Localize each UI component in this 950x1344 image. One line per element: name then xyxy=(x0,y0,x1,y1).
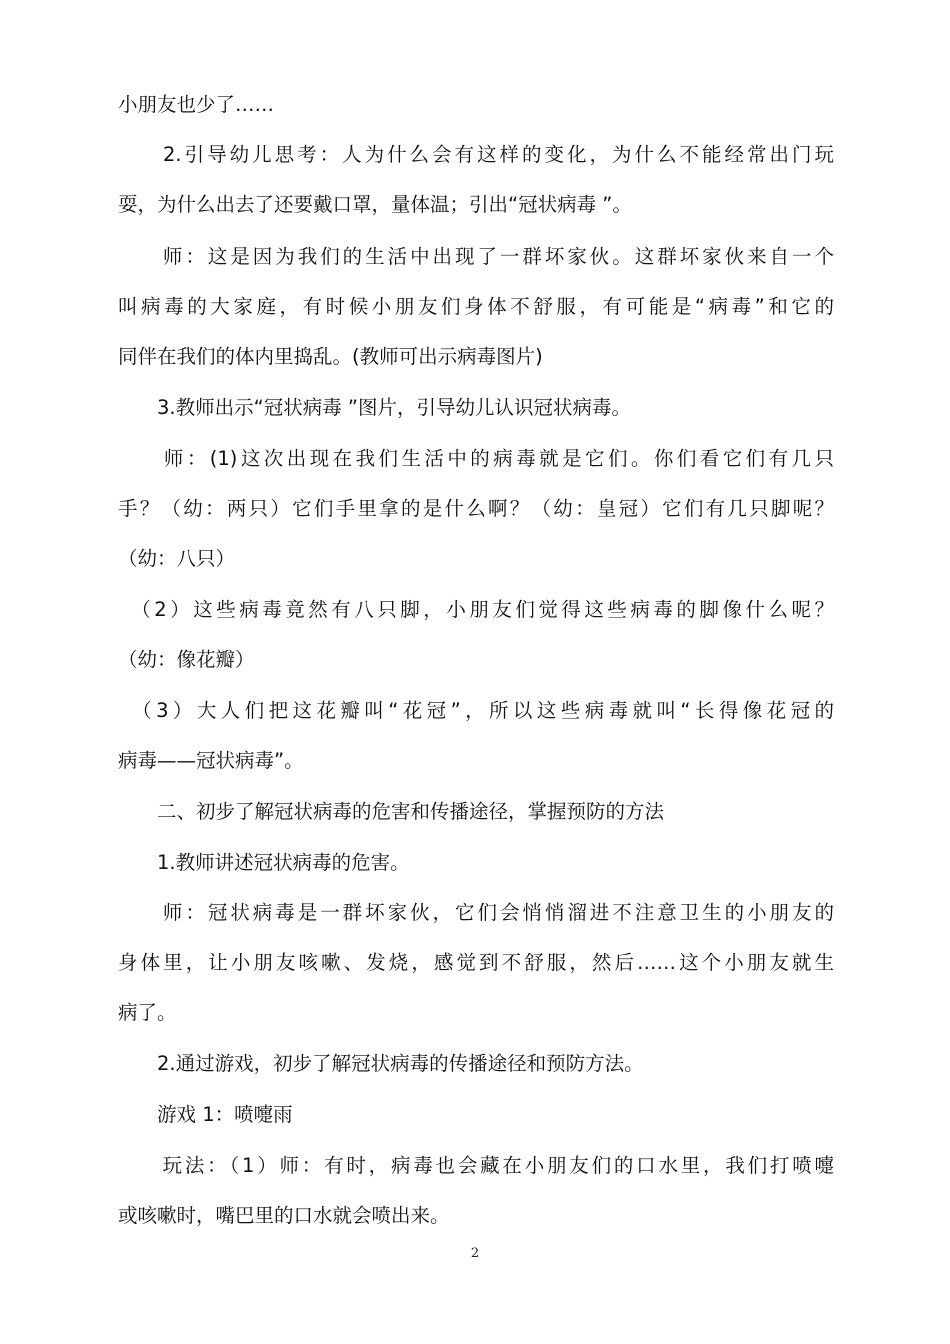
text-line: 耍，为什么出去了还要戴口罩，量体温；引出“冠状病毒 ”。 xyxy=(118,193,632,216)
text-line: 游戏 1：喷嚏雨 xyxy=(118,1103,293,1126)
text-line: 小朋友也少了…… xyxy=(118,93,275,116)
text-line: （幼：像花瓣） xyxy=(118,648,255,671)
text-line: 师：(1)这次出现在我们生活中的病毒就是它们。你们看它们有几只 xyxy=(118,447,834,470)
text-line: 二、初步了解冠状病毒的危害和传播途径，掌握预防的方法 xyxy=(118,800,665,823)
text-line: 1.教师讲述冠状病毒的危害。 xyxy=(118,851,410,874)
text-line: 师：这是因为我们的生活中出现了一群坏家伙。这群坏家伙来自一个 xyxy=(118,245,834,268)
text-line: 2.引导幼儿思考：人为什么会有这样的变化，为什么不能经常出门玩 xyxy=(118,143,834,166)
text-line: 叫病毒的大家庭，有时候小朋友们身体不舒服，有可能是“病毒”和它的 xyxy=(118,295,834,318)
text-line: 玩法：（1）师：有时，病毒也会藏在小朋友们的口水里，我们打喷嚏 xyxy=(118,1154,834,1177)
text-line: （幼：八只） xyxy=(118,547,236,570)
text-line: 病了。 xyxy=(118,1001,177,1024)
text-line: 同伴在我们的体内里捣乱。(教师可出示病毒图片) xyxy=(118,345,543,368)
text-line: （2）这些病毒竟然有八只脚，小朋友们觉得这些病毒的脚像什么呢？ xyxy=(118,598,834,621)
text-line: 3.教师出示“冠状病毒 ”图片，引导幼儿认识冠状病毒。 xyxy=(118,396,632,419)
text-line: 或咳嗽时，嘴巴里的口水就会喷出来。 xyxy=(118,1204,450,1227)
text-line: 身体里，让小朋友咳嗽、发烧，感觉到不舒服，然后……这个小朋友就生 xyxy=(118,951,834,974)
text-line: 手？（幼：两只）它们手里拿的是什么啊？（幼：皇冠）它们有几只脚呢？ xyxy=(118,497,834,520)
text-line: （3）大人们把这花瓣叫“花冠”，所以这些病毒就叫“长得像花冠的 xyxy=(118,699,834,722)
text-line: 病毒——冠状病毒”。 xyxy=(118,749,304,772)
text-line: 2.通过游戏，初步了解冠状病毒的传播途径和预防方法。 xyxy=(118,1052,644,1075)
text-line: 师：冠状病毒是一群坏家伙，它们会悄悄溜进不注意卫生的小朋友的 xyxy=(118,901,834,924)
page-number: 2 xyxy=(470,1246,480,1261)
